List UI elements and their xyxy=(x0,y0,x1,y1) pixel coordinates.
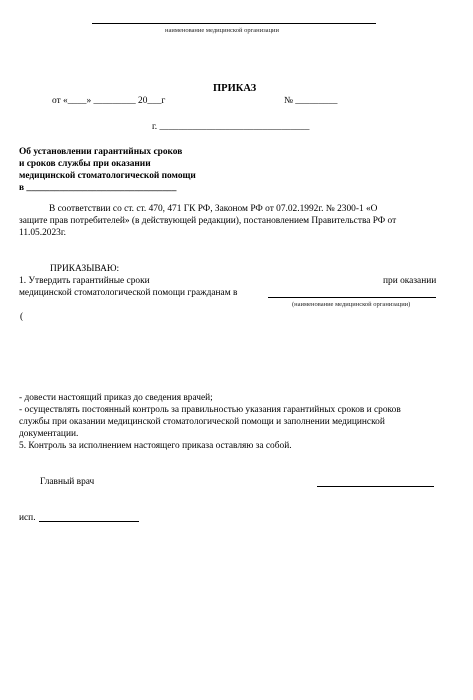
subject-line-2: и сроков службы при оказании xyxy=(19,159,151,169)
subject-line-4: в ________________________________ xyxy=(19,183,177,193)
item1-end: при оказании xyxy=(383,276,437,286)
org-name-line xyxy=(92,23,376,24)
executor-line xyxy=(39,521,139,522)
item1-start: 1. Утвердить гарантийные сроки xyxy=(19,276,150,286)
order-title: ПРИКАЗ xyxy=(213,83,257,94)
org-name-caption: наименование медицинской организации xyxy=(165,27,280,34)
order-number: № _________ xyxy=(284,96,338,106)
signature-line xyxy=(317,486,434,487)
preamble-line-1: В соответствии со ст. ст. 470, 471 ГК РФ, Законом РФ от 07.02.1992г. № 2300-1 «О xyxy=(49,204,378,214)
preamble-paragraph xyxy=(19,203,438,239)
decree-heading: ПРИКАЗЫВАЮ: xyxy=(50,264,120,274)
bullet-2-line-1: - осуществлять постоянный контроль за правильностью указания гарантийных сроков и сроков xyxy=(19,405,401,415)
order-date: от «____» _________ 20___г xyxy=(52,96,166,106)
bullet-1: - довести настоящий приказ до сведения врачей; xyxy=(19,393,213,403)
org-name-line-2 xyxy=(268,297,436,298)
preamble-line-3: 11.05.2023г. xyxy=(19,228,66,238)
org-name-caption-2: (наименование медицинской организации) xyxy=(292,301,411,308)
bullet-2-line-2: службы при оказании медицинской стоматологической помощи и заполнении медицинской xyxy=(19,417,385,427)
bullet-2 xyxy=(19,404,448,440)
signature-role: Главный врач xyxy=(40,477,95,487)
bullet-2-line-3: документации. xyxy=(19,429,79,439)
preamble-line-2: защите прав потребителей» (в действующей редакции), постановлением Правительства РФ от xyxy=(19,216,397,226)
subject-line-3: медицинской стоматологической помощи xyxy=(19,171,196,181)
item-5: 5. Контроль за исполнением настоящего приказа оставляю за собой. xyxy=(19,441,292,451)
order-city: г. ________________________________ xyxy=(152,122,310,132)
executor-label: исп. xyxy=(19,513,36,523)
subject-line-1: Об установлении гарантийных сроков xyxy=(19,147,183,157)
item1-line-2: медицинской стоматологической помощи гражданам в xyxy=(19,288,238,298)
open-paren: ( xyxy=(20,312,24,322)
